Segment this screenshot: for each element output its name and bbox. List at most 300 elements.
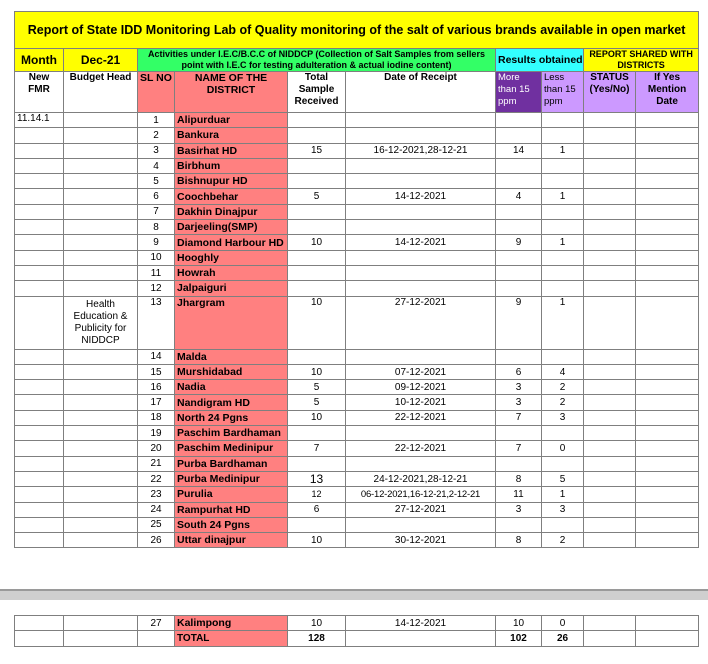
- fmr-cell: [15, 533, 64, 548]
- table-row: [15, 143, 699, 158]
- sl-no-cell: 27: [138, 616, 175, 631]
- date-of-receipt-cell: [346, 456, 496, 471]
- district-name-cell: Coochbehar: [175, 189, 288, 204]
- sl-no-cell: 16: [138, 380, 175, 395]
- if-yes-date-cell: [636, 364, 699, 379]
- district-name-cell: Rampurhat HD: [175, 502, 288, 517]
- fmr-cell: [15, 128, 64, 143]
- sl-no-cell: 6: [138, 189, 175, 204]
- budget-head-cell: [64, 265, 138, 280]
- budget-head-cell: [64, 410, 138, 425]
- if-yes-date-cell: [636, 441, 699, 456]
- district-name-cell: Dakhin Dinajpur: [175, 204, 288, 219]
- total-sample-cell: 10: [288, 616, 346, 631]
- status-cell: [584, 296, 636, 349]
- table-row: [15, 220, 699, 235]
- if-yes-date-cell: [636, 235, 699, 250]
- sl-no-cell: 1: [138, 113, 175, 128]
- month-label: Month: [15, 49, 64, 72]
- table-row: [15, 349, 699, 364]
- sl-no-cell: 9: [138, 235, 175, 250]
- status-header: STATUS (Yes/No): [584, 72, 636, 113]
- status-cell: [584, 220, 636, 235]
- total-sample-cell: [288, 158, 346, 173]
- status-cell: [584, 517, 636, 532]
- sl-no-cell: 21: [138, 456, 175, 471]
- table-row: [15, 296, 699, 349]
- less-than-15-cell: [542, 220, 584, 235]
- sl-no-cell: 14: [138, 349, 175, 364]
- district-name-cell: Bishnupur HD: [175, 174, 288, 189]
- more-than-15-cell: 4: [496, 189, 542, 204]
- fmr-cell: [15, 204, 64, 219]
- fmr-cell: [15, 380, 64, 395]
- table-row: [15, 189, 699, 204]
- budget-head-cell: [64, 235, 138, 250]
- fmr-cell: [15, 502, 64, 517]
- district-name-cell: Purulia: [175, 487, 288, 502]
- less-than-15-cell: [542, 174, 584, 189]
- sl-no-cell: 22: [138, 471, 175, 486]
- date-of-receipt-cell: 22-12-2021: [346, 410, 496, 425]
- more-than-15-cell: 7: [496, 410, 542, 425]
- more-than-15-cell: 11: [496, 487, 542, 502]
- less-than-15-cell: 1: [542, 235, 584, 250]
- more-than-15-cell: [496, 158, 542, 173]
- table-row: [15, 426, 699, 441]
- budget-head-cell: [64, 441, 138, 456]
- date-of-receipt-cell: [346, 349, 496, 364]
- table-row: [15, 113, 699, 128]
- status-cell: [584, 235, 636, 250]
- status-cell: [584, 189, 636, 204]
- total-sample-cell: [288, 281, 346, 296]
- table-row: [15, 616, 699, 631]
- district-name-cell: South 24 Pgns: [175, 517, 288, 532]
- fmr-cell: [15, 364, 64, 379]
- more-than-15-cell: [496, 128, 542, 143]
- total-sample-cell: [288, 204, 346, 219]
- table-row: [15, 235, 699, 250]
- district-name-cell: Murshidabad: [175, 364, 288, 379]
- status-cell: [584, 265, 636, 280]
- more-than-15-cell: [496, 517, 542, 532]
- district-name-header: NAME OF THE DISTRICT: [175, 72, 288, 113]
- fmr-cell: [15, 487, 64, 502]
- budget-head-cell: [64, 113, 138, 128]
- status-cell: [584, 113, 636, 128]
- date-of-receipt-cell: 16-12-2021,28-12-21: [346, 143, 496, 158]
- fmr-cell: [15, 517, 64, 532]
- fmr-cell: [15, 349, 64, 364]
- budget-head-cell: [64, 502, 138, 517]
- sl-no-cell: 18: [138, 410, 175, 425]
- status-cell: [584, 533, 636, 548]
- if-yes-date-cell: [636, 395, 699, 410]
- sl-no-cell: 2: [138, 128, 175, 143]
- more-than-15-cell: 9: [496, 296, 542, 349]
- budget-head-cell: [64, 158, 138, 173]
- new-fmr-header: New FMR: [15, 72, 64, 113]
- status-cell: [584, 395, 636, 410]
- status-cell: [584, 204, 636, 219]
- continued-rows: [15, 616, 699, 631]
- budget-head-cell: [64, 143, 138, 158]
- less-than-15-cell: 2: [542, 380, 584, 395]
- table-row: [15, 265, 699, 280]
- date-of-receipt-cell: [346, 281, 496, 296]
- more-than-15-cell: 9: [496, 235, 542, 250]
- budget-head-cell: [64, 204, 138, 219]
- fmr-cell: [15, 235, 64, 250]
- date-of-receipt-cell: [346, 426, 496, 441]
- total-sample-cell: [288, 426, 346, 441]
- report-title: Report of State IDD Monitoring Lab of Quality monitoring of the salt of various brands available in open market: [15, 12, 699, 49]
- sl-no-cell: 25: [138, 517, 175, 532]
- sl-no-cell: 23: [138, 487, 175, 502]
- table-row: [15, 281, 699, 296]
- total-sample-header: Total Sample Received: [288, 72, 346, 113]
- if-yes-date-header: If Yes Mention Date: [636, 72, 699, 113]
- sl-no-cell: 19: [138, 426, 175, 441]
- total-sample-cell: [288, 113, 346, 128]
- district-name-cell: Kalimpong: [175, 616, 288, 631]
- sl-no-cell: 20: [138, 441, 175, 456]
- fmr-cell: [15, 441, 64, 456]
- date-of-receipt-cell: 06-12-2021,16-12-21,2-12-21: [346, 487, 496, 502]
- more-than-15-cell: 10: [496, 616, 542, 631]
- fmr-cell: [15, 616, 64, 631]
- if-yes-date-cell: [636, 296, 699, 349]
- page-break-line: [0, 589, 708, 591]
- if-yes-date-cell: [636, 487, 699, 502]
- if-yes-date-cell: [636, 265, 699, 280]
- sl-no-cell: 11: [138, 265, 175, 280]
- if-yes-date-cell: [636, 456, 699, 471]
- total-sample-cell: 5: [288, 380, 346, 395]
- table-row: [15, 250, 699, 265]
- if-yes-date-cell: [636, 502, 699, 517]
- date-of-receipt-cell: 14-12-2021: [346, 189, 496, 204]
- status-cell: [584, 281, 636, 296]
- table-row: [15, 364, 699, 379]
- total-sample-cell: 15: [288, 143, 346, 158]
- status-cell: [584, 456, 636, 471]
- district-name-cell: Nadia: [175, 380, 288, 395]
- less-than-15-cell: [542, 128, 584, 143]
- total-sample-cell: 10: [288, 296, 346, 349]
- if-yes-date-cell: [636, 410, 699, 425]
- district-name-cell: Bankura: [175, 128, 288, 143]
- table-row: [15, 204, 699, 219]
- sl-no-header: SL NO: [138, 72, 175, 113]
- total-label: TOTAL: [175, 631, 288, 646]
- total-less-than-15: 26: [542, 631, 584, 646]
- more-than-15-cell: 8: [496, 533, 542, 548]
- fmr-cell: [15, 174, 64, 189]
- district-name-cell: Paschim Bardhaman: [175, 426, 288, 441]
- district-name-cell: Purba Bardhaman: [175, 456, 288, 471]
- district-name-cell: Nandigram HD: [175, 395, 288, 410]
- less-than-15-cell: 0: [542, 441, 584, 456]
- status-cell: [584, 174, 636, 189]
- date-of-receipt-cell: 22-12-2021: [346, 441, 496, 456]
- total-sample-cell: 7: [288, 441, 346, 456]
- sl-no-cell: 4: [138, 158, 175, 173]
- salt-monitoring-table: [14, 11, 699, 548]
- status-cell: [584, 616, 636, 631]
- total-sample-cell: [288, 517, 346, 532]
- budget-head-cell: [64, 174, 138, 189]
- table-row: [15, 487, 699, 502]
- budget-head-cell: [64, 380, 138, 395]
- district-name-cell: Diamond Harbour HD: [175, 235, 288, 250]
- budget-head-value: Health Education & Publicity for NIDDCP: [64, 296, 138, 349]
- fmr-cell: [15, 296, 64, 349]
- status-cell: [584, 250, 636, 265]
- district-name-cell: Hooghly: [175, 250, 288, 265]
- if-yes-date-cell: [636, 616, 699, 631]
- total-row: [15, 631, 699, 646]
- more-than-15-cell: [496, 204, 542, 219]
- less-than-15-cell: [542, 349, 584, 364]
- date-of-receipt-cell: [346, 517, 496, 532]
- more-than-15-cell: 6: [496, 364, 542, 379]
- status-cell: [584, 380, 636, 395]
- fmr-cell: [15, 281, 64, 296]
- date-of-receipt-cell: 14-12-2021: [346, 616, 496, 631]
- less-than-15-header: Less than 15 ppm: [542, 72, 584, 113]
- status-cell: [584, 143, 636, 158]
- district-name-cell: Birbhum: [175, 158, 288, 173]
- budget-head-cell: [64, 456, 138, 471]
- district-name-cell: Alipurduar: [175, 113, 288, 128]
- less-than-15-cell: [542, 158, 584, 173]
- budget-head-cell: [64, 426, 138, 441]
- more-than-15-header: More than 15 ppm: [496, 72, 542, 113]
- sl-no-cell: 3: [138, 143, 175, 158]
- total-sample-cell: 6: [288, 502, 346, 517]
- table-row: [15, 158, 699, 173]
- if-yes-date-cell: [636, 204, 699, 219]
- status-cell: [584, 502, 636, 517]
- date-of-receipt-cell: [346, 250, 496, 265]
- sl-no-cell: 15: [138, 364, 175, 379]
- budget-head-cell: [64, 220, 138, 235]
- total-sample-cell: 10: [288, 410, 346, 425]
- if-yes-date-cell: [636, 220, 699, 235]
- total-sample-cell: [288, 128, 346, 143]
- table-row: [15, 517, 699, 532]
- date-of-receipt-cell: [346, 204, 496, 219]
- more-than-15-cell: [496, 113, 542, 128]
- district-rows: [15, 113, 699, 548]
- more-than-15-cell: [496, 281, 542, 296]
- sl-no-cell: 10: [138, 250, 175, 265]
- fmr-cell: [15, 250, 64, 265]
- report-shared-header: REPORT SHARED WITH DISTRICTS: [584, 49, 699, 72]
- district-name-cell: Jhargram: [175, 296, 288, 349]
- date-of-receipt-cell: [346, 158, 496, 173]
- more-than-15-cell: [496, 426, 542, 441]
- total-sample-cell: 5: [288, 395, 346, 410]
- sl-no-cell: 12: [138, 281, 175, 296]
- total-sample-cell: [288, 265, 346, 280]
- fmr-cell: [15, 265, 64, 280]
- fmr-cell: [15, 426, 64, 441]
- date-of-receipt-cell: 07-12-2021: [346, 364, 496, 379]
- date-of-receipt-cell: 30-12-2021: [346, 533, 496, 548]
- date-of-receipt-cell: 27-12-2021: [346, 502, 496, 517]
- date-of-receipt-cell: [346, 174, 496, 189]
- status-cell: [584, 158, 636, 173]
- less-than-15-cell: 2: [542, 395, 584, 410]
- budget-head-cell: [64, 364, 138, 379]
- total-sample-cell: [288, 220, 346, 235]
- budget-head-cell: [64, 616, 138, 631]
- more-than-15-cell: [496, 456, 542, 471]
- table-row: [15, 395, 699, 410]
- if-yes-date-cell: [636, 250, 699, 265]
- budget-head-cell: [64, 471, 138, 486]
- less-than-15-cell: [542, 113, 584, 128]
- budget-head-cell: [64, 189, 138, 204]
- budget-head-cell: [64, 395, 138, 410]
- district-name-cell: North 24 Pgns: [175, 410, 288, 425]
- more-than-15-cell: [496, 265, 542, 280]
- if-yes-date-cell: [636, 174, 699, 189]
- district-name-cell: Malda: [175, 349, 288, 364]
- total-sample-cell: 10: [288, 533, 346, 548]
- district-name-cell: Paschim Medinipur: [175, 441, 288, 456]
- more-than-15-cell: 7: [496, 441, 542, 456]
- less-than-15-cell: 3: [542, 410, 584, 425]
- fmr-code: 11.14.1: [15, 113, 64, 128]
- district-name-cell: Basirhat HD: [175, 143, 288, 158]
- less-than-15-cell: [542, 204, 584, 219]
- table-row: [15, 410, 699, 425]
- status-cell: [584, 426, 636, 441]
- total-sample-cell: 5: [288, 189, 346, 204]
- more-than-15-cell: 3: [496, 380, 542, 395]
- status-cell: [584, 349, 636, 364]
- if-yes-date-cell: [636, 471, 699, 486]
- budget-head-cell: [64, 517, 138, 532]
- table-row: [15, 128, 699, 143]
- status-cell: [584, 410, 636, 425]
- date-of-receipt-header: Date of Receipt: [346, 72, 496, 113]
- total-sample-cell: 12: [288, 487, 346, 502]
- fmr-cell: [15, 189, 64, 204]
- more-than-15-cell: 3: [496, 395, 542, 410]
- district-name-cell: Howrah: [175, 265, 288, 280]
- less-than-15-cell: [542, 265, 584, 280]
- date-of-receipt-cell: 27-12-2021: [346, 296, 496, 349]
- less-than-15-cell: [542, 426, 584, 441]
- more-than-15-cell: 3: [496, 502, 542, 517]
- less-than-15-cell: 1: [542, 189, 584, 204]
- sl-no-cell: 5: [138, 174, 175, 189]
- fmr-cell: [15, 410, 64, 425]
- table-row: [15, 380, 699, 395]
- date-of-receipt-cell: 09-12-2021: [346, 380, 496, 395]
- more-than-15-cell: [496, 250, 542, 265]
- less-than-15-cell: 4: [542, 364, 584, 379]
- table-row: [15, 174, 699, 189]
- sl-no-cell: 17: [138, 395, 175, 410]
- date-of-receipt-cell: [346, 113, 496, 128]
- if-yes-date-cell: [636, 189, 699, 204]
- district-name-cell: Jalpaiguri: [175, 281, 288, 296]
- fmr-cell: [15, 456, 64, 471]
- sl-no-cell: 7: [138, 204, 175, 219]
- total-sample-cell: [288, 174, 346, 189]
- budget-head-header: Budget Head: [64, 72, 138, 113]
- less-than-15-cell: 3: [542, 502, 584, 517]
- total-sample-cell: 13: [288, 471, 346, 486]
- status-cell: [584, 471, 636, 486]
- date-of-receipt-cell: [346, 128, 496, 143]
- total-sample-cell: [288, 456, 346, 471]
- table-row: [15, 533, 699, 548]
- table-row: [15, 502, 699, 517]
- status-cell: [584, 441, 636, 456]
- if-yes-date-cell: [636, 426, 699, 441]
- less-than-15-cell: 2: [542, 533, 584, 548]
- if-yes-date-cell: [636, 533, 699, 548]
- total-samples: 128: [288, 631, 346, 646]
- budget-head-cell: [64, 349, 138, 364]
- less-than-15-cell: 1: [542, 143, 584, 158]
- less-than-15-cell: [542, 517, 584, 532]
- date-of-receipt-cell: 10-12-2021: [346, 395, 496, 410]
- date-of-receipt-cell: 14-12-2021: [346, 235, 496, 250]
- status-cell: [584, 487, 636, 502]
- budget-head-cell: [64, 487, 138, 502]
- date-of-receipt-cell: 24-12-2021,28-12-21: [346, 471, 496, 486]
- date-of-receipt-cell: [346, 265, 496, 280]
- if-yes-date-cell: [636, 113, 699, 128]
- more-than-15-cell: [496, 220, 542, 235]
- status-cell: [584, 364, 636, 379]
- less-than-15-cell: 1: [542, 487, 584, 502]
- results-obtained-header: Results obtained: [496, 49, 584, 72]
- if-yes-date-cell: [636, 143, 699, 158]
- district-name-cell: Purba Medinipur: [175, 471, 288, 486]
- budget-head-cell: [64, 128, 138, 143]
- sl-no-cell: 8: [138, 220, 175, 235]
- table-row: [15, 441, 699, 456]
- if-yes-date-cell: [636, 281, 699, 296]
- sl-no-cell: 26: [138, 533, 175, 548]
- district-name-cell: Uttar dinajpur: [175, 533, 288, 548]
- less-than-15-cell: 0: [542, 616, 584, 631]
- more-than-15-cell: 14: [496, 143, 542, 158]
- budget-head-cell: [64, 250, 138, 265]
- less-than-15-cell: [542, 281, 584, 296]
- sl-no-cell: 24: [138, 502, 175, 517]
- fmr-cell: [15, 220, 64, 235]
- less-than-15-cell: 1: [542, 296, 584, 349]
- total-more-than-15: 102: [496, 631, 542, 646]
- if-yes-date-cell: [636, 517, 699, 532]
- salt-monitoring-table-continued: [14, 615, 699, 647]
- activities-header: Activities under I.E.C/B.C.C of NIDDCP (Collection of Salt Samples from sellers point with I.E.C for testing adulteration & actual iodine content): [138, 49, 496, 72]
- less-than-15-cell: [542, 456, 584, 471]
- budget-head-cell: [64, 533, 138, 548]
- if-yes-date-cell: [636, 128, 699, 143]
- fmr-cell: [15, 395, 64, 410]
